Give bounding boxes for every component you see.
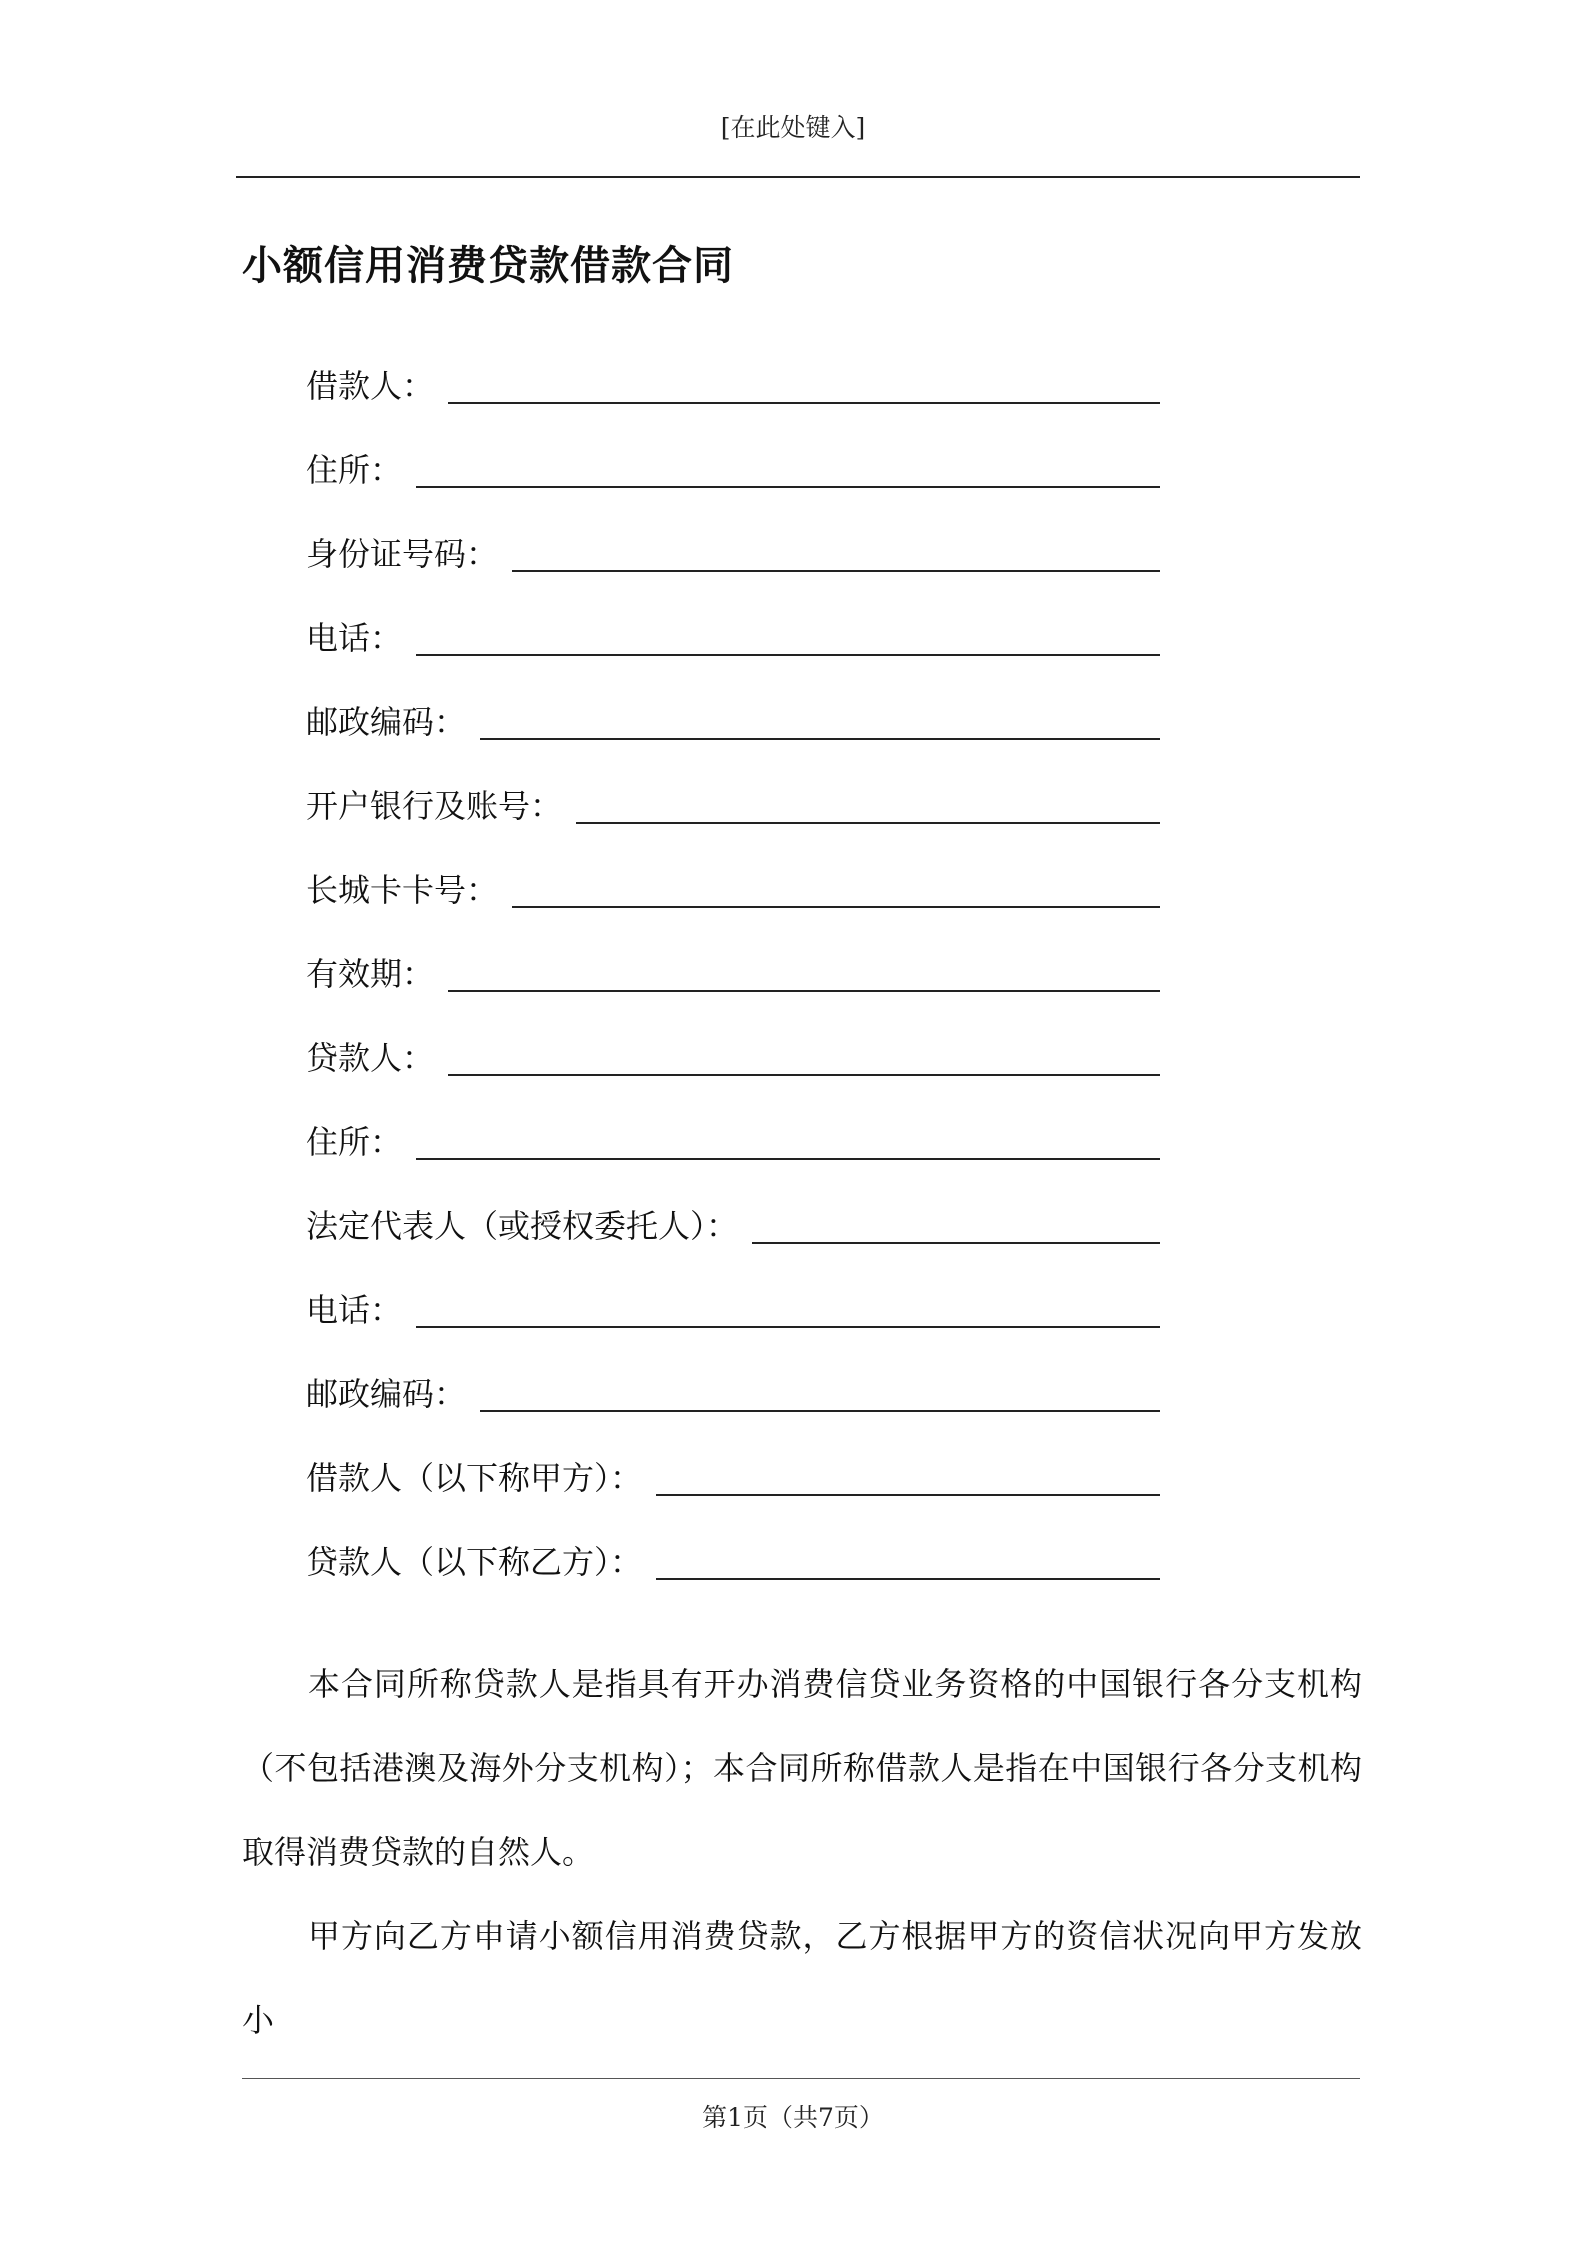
field-blank-line bbox=[480, 1374, 1160, 1412]
field-blank-line bbox=[448, 366, 1160, 404]
field-label: 邮政编码： bbox=[306, 703, 467, 741]
field-blank-line bbox=[656, 1458, 1160, 1496]
field-label: 长城卡卡号： bbox=[306, 871, 499, 909]
page-header: [在此处键入] bbox=[720, 113, 866, 142]
form-field-id-number bbox=[306, 524, 1160, 576]
field-label: 贷款人： bbox=[306, 1039, 435, 1077]
field-blank-line bbox=[512, 870, 1160, 908]
field-label: 借款人（以下称甲方）： bbox=[306, 1459, 643, 1497]
field-label: 有效期： bbox=[306, 955, 435, 993]
body-paragraph-application: 甲方向乙方申请小额信用消费贷款，乙方根据甲方的资信状况向甲方发放小 bbox=[242, 1917, 1362, 2039]
form-field-legal-representative bbox=[306, 1196, 1160, 1248]
field-blank-line bbox=[416, 450, 1160, 488]
form-field-party-a bbox=[306, 1448, 1160, 1500]
form-field-borrower-phone bbox=[306, 608, 1160, 660]
form-field-borrower-postcode bbox=[306, 692, 1160, 744]
field-blank-line bbox=[656, 1542, 1160, 1580]
form-field-bank-account bbox=[306, 776, 1160, 828]
form-field-lender bbox=[306, 1028, 1160, 1080]
body-paragraph-definitions: 本合同所称贷款人是指具有开办消费信贷业务资格的中国银行各分支机构（不包括港澳及海外分支机构）；本合同所称借款人是指在中国银行各分支机构取得消费贷款的自然人。 bbox=[242, 1665, 1362, 1871]
field-blank-line bbox=[416, 1290, 1160, 1328]
form-field-lender-postcode bbox=[306, 1364, 1160, 1416]
form-field-borrower-address bbox=[306, 440, 1160, 492]
document-title: 小额信用消费贷款借款合同 bbox=[242, 243, 734, 289]
field-label: 法定代表人（或授权委托人）： bbox=[306, 1207, 739, 1245]
field-label: 邮政编码： bbox=[306, 1375, 467, 1413]
field-blank-line bbox=[448, 1038, 1160, 1076]
form-field-lender-phone bbox=[306, 1280, 1160, 1332]
field-blank-line bbox=[752, 1206, 1160, 1244]
form-field-card-number bbox=[306, 860, 1160, 912]
field-blank-line bbox=[512, 534, 1160, 572]
field-label: 电话： bbox=[306, 1291, 403, 1329]
field-label: 开户银行及账号： bbox=[306, 787, 563, 825]
form-field-validity bbox=[306, 944, 1160, 996]
form-field-party-b bbox=[306, 1532, 1160, 1584]
field-blank-line bbox=[480, 702, 1160, 740]
field-label: 住所： bbox=[306, 1123, 403, 1161]
field-blank-line bbox=[576, 786, 1160, 824]
field-label: 住所： bbox=[306, 451, 403, 489]
field-label: 贷款人（以下称乙方）： bbox=[306, 1543, 643, 1581]
form-field-lender-address bbox=[306, 1112, 1160, 1164]
field-label: 电话： bbox=[306, 619, 403, 657]
field-blank-line bbox=[416, 618, 1160, 656]
field-blank-line bbox=[416, 1122, 1160, 1160]
header-divider bbox=[236, 176, 1360, 178]
page-number: 第1页（共7页） bbox=[702, 2103, 884, 2132]
field-label: 借款人： bbox=[306, 367, 435, 405]
form-field-borrower bbox=[306, 356, 1160, 408]
field-blank-line bbox=[448, 954, 1160, 992]
field-label: 身份证号码： bbox=[306, 535, 499, 573]
footer-divider bbox=[242, 2078, 1360, 2079]
